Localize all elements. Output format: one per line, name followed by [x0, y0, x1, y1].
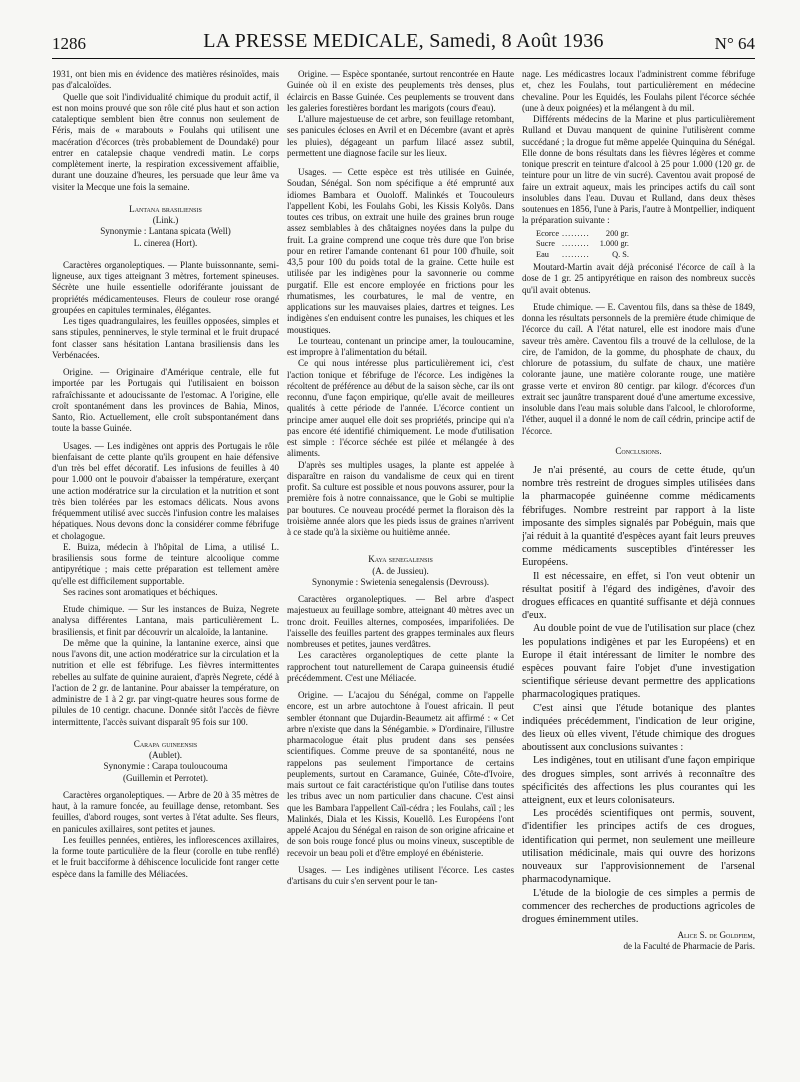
- synonymy: (Guillemin et Perrotet).: [122, 772, 209, 783]
- synonymy: L. cinerea (Hort).: [133, 237, 198, 248]
- paragraph: Etude chimique. — Sur les instances de Buiza, Negrete analysa différentes Lantana, mais particulièrement L. brasiliensis, et finit par découvrir un alcaloïde, la lantanine.: [52, 604, 279, 637]
- paragraph: Usages. — Les indigènes ont appris des Portugais le rôle bienfaisant de cette plante qu'ils groupent en haie défensive d'un très bel effet décoratif. Les infusions de feuilles à 40 pour 1.000 ont le pouvoir d'abaisser la température, exerçant une action modératrice sur la circulation et la nutrition et sont très bien tolérées par les estomacs délicats. Nous avons fréquemment utilisé avec succès l'infusion contre les malaises hépatiques. Nous devons donc la considérer comme fébrifuge et cholagogue.: [52, 440, 279, 541]
- paragraph: L'allure majestueuse de cet arbre, son feuillage retombant, ses panicules écloses en Avril et en Décembre (avant et après les pluies), dégageant un parfum lilacé assez subtil, permettent une diagnose facile sur les lieux.: [287, 114, 514, 158]
- section-title-lantana: Lantana brasiliensis: [129, 203, 202, 214]
- paragraph: 1931, ont bien mis en évidence des matières résinoïdes, mais pas d'alcaloïdes.: [52, 69, 279, 91]
- paragraph: Les caractères organoleptiques de cette plante la rapprochent tout naturellement de Carapa guineensis étudié précédemment. C'est une Méliacée.: [287, 650, 514, 683]
- section-author: (Aublet).: [148, 750, 183, 760]
- paragraph: Le tourteau, contenant un principe amer, la touloucamine, est impropre à l'alimentation du bétail.: [287, 335, 514, 357]
- recipe-qty: 1.000 gr.: [599, 239, 629, 248]
- section-title-kaya: Kaya senegalensis: [368, 554, 433, 565]
- paragraph: Usages. — Les indigènes utilisent l'écorce. Les castes d'artisans du cuir s'en servent pour le tan-: [287, 864, 514, 886]
- paragraph: Différents médecins de la Marine et plus particulièrement Rulland et Duvau manquent de quinine l'utilisèrent comme succédané ; la drogue fut même appelée Quinquina du Sénégal. Elle donne de bons résultats dans les fièvres légères et comme tonique prescrit en teinture d'alcool à 25 pour 1.000 (120 gr. de teinture pour un litre de vin sucré). Caventou avait proposé de faire un extrait aqueux, mais les principes actifs du caïl sont insolubles dans l'eau. Duvau et Rulland, dans deux thèses soutenues en 1856, l'une à Paris, l'autre à Montpellier, indiquent la préparation suivante :: [522, 114, 755, 226]
- paragraph: Il est nécessaire, en effet, si l'on veut obtenir un résultat positif à l'égard des indigènes, d'avoir des drogues efficaces en quantité suffisante et déjà connues d'eux.: [522, 570, 755, 622]
- column-3: [522, 69, 755, 1074]
- section-author: (Link.): [152, 215, 179, 225]
- paragraph: E. Buiza, médecin à l'hôpital de Lima, a utilisé L. brasiliensis sous forme de teinture alcoolique comme antipyrétique ; mais cette préparation est tellement amère qu'elle est difficilement supportable.: [52, 541, 279, 586]
- paragraph: Origine. — L'acajou du Sénégal, comme on l'appelle encore, est un arbre autochtone à l'ouest africain. Il peut sembler étonnant que Dujardin-Beaumetz ait affirmé : « Cet arbre n'existe que dans la Sénégambie. » D'ordinaire, l'illustre pharmacologue était plus prudent dans ses pensées scientifiques. Comme preuve de sa spontanéité, nous ne rappelons pas seulement l'importance de certains peuplements, surtout en Caramance, Guinée, Côte-d'Ivoire, mais surtout ce fait caractéristique qu'on l'utilise dans toutes les tribus avec un nom particulier dans chacune. C'est ainsi que les Bambara l'appellent Caïl-cédra ; les Foulahs, caïl ; les Malinkés, Diala et les Kissis, Kouellô. Les Européens l'ont appelé Acajou du Sénégal en raison de son origine africaine et de son bois rouge foncé plus ou moins vineux, susceptible de recevoir un beau poli et d'être employé en ébénisterie.: [287, 690, 514, 858]
- paragraph: Je n'ai présenté, au cours de cette étude, qu'un nombre très restreint de drogues simples utilisées dans la pharmacopée guinéenne comme médicaments fébrifuges. Nombre restreint par rapport à la liste imposante des simples signalés par Pobéguin, mais que j'ai réduit à la quantité d'espèces ayant fait leurs preuves comme médicaments susceptibles d'intéresser les Européens.: [522, 465, 755, 569]
- paragraph: Les feuilles pennées, entières, les inflorescences axillaires, la forme toute particulière de la fleur (corolle en tube renflé) et le fruit bacciforme à déhiscence loculicide font ranger cette espèce dans la famille des Méliacées.: [52, 834, 279, 879]
- paragraph: Quelle que soit l'individualité chimique du produit actif, il est non moins prouvé que son rôle cité plus haut et son action cataleptique semblent bien être connus non seulement de Féris, mais de « marabouts » Foulahs qui utilisent une macération d'écorces (très probablement de Doundaké) pour entrer en catalepsie chaque vendredi matin. Le corps complètement inerte, la respiration excessivement affaiblie, durant une douzaine d'heures, les persuade que leur âme va visiter la Mecque une fois la semaine.: [52, 91, 279, 192]
- section-title-conclusions: Conclusions.: [615, 445, 662, 456]
- paragraph: Les tiges quadrangulaires, les feuilles opposées, simples et sans stipules, penninerves, le style terminal et le fruit drupacé font classer sans hésitation Lantana brasiliensis dans les Verbénacées.: [52, 316, 279, 360]
- recipe-table: [536, 229, 629, 261]
- page-number: 1286: [52, 34, 86, 53]
- paragraph: Les procédés scientifiques ont permis, souvent, d'identifier les principes actifs de ces drogues, identification qui permet, non seulement une meilleure utilisation médicinale, mais qui ouvre des horizons nouveaux sur l'approvisionnement de l'arsenal pharmacodynamique.: [522, 808, 755, 886]
- paragraph: Au double point de vue de l'utilisation sur place (chez les populations indigènes et par les Européens) et en Europe il était intéressant de limiter le nombre des espèces pouvant faire l'objet d'une investigation scientifique sérieuse devant permettre des applications pharmacologiques pratiques.: [522, 623, 755, 701]
- paragraph: Ce qui nous intéresse plus particulièrement ici, c'est l'action tonique et fébrifuge de l'écorce. Les indigènes la récoltent de préférence au début de la saison sèche, car ils ont reconnu, d'une façon empirique, qu'elle avait de meilleures qualités à cette période de l'année. L'écorce contient un principe amer auquel elle doit ses propriétés, principe qui n'a pas encore été identifié chimiquement. Le mode d'utilisation est simple : l'écorce séchée est pilée et mélangée à des aliments.: [287, 358, 514, 459]
- synonymy: Synonymie : Swietenia senegalensis (Devrouss).: [311, 576, 490, 587]
- recipe-item: Sucre: [536, 239, 555, 248]
- paragraph: D'après ses multiples usages, la plante est appelée à disparaître en raison du vandalisme de ceux qui en tirent profit. Sa culture est possible et nous pouvons assurer, pour la première fois à notre connaissance, que le Gobi se multiplie par boutures. Ce nouveau procédé permet la floraison dès la troisième année alors que les pieds issus de graines n'arrivent à ce stade qu'à la sixième ou huitième année.: [287, 459, 514, 537]
- synonymy: Synonymie : Carapa touloucouma: [103, 761, 228, 772]
- paragraph: Usages. — Cette espèce est très utilisée en Guinée, Soudan, Sénégal. Son nom spécifique a été emprunté aux idiomes Bambara et Ouoloff. Malinkés et Toucouleurs l'appellent Kobi, les Foulahs Gobi, les Kissis Kolyôs. Dans toutes ces tribus, on extrait une huile des graines brun rouge assez semblables à des châtaignes noyées dans la pulpe du fruit. La graine comprend une coque très dure que l'on brise pour en retirer l'amande contenant 61 pour 100 d'huile, soit 43,5 pour 100 du poids total de la graine. Cette huile est utilisée par les indigènes pour la savonnerie ou comme purgatif. Elle est encore employée en frictions pour les rhumatismes, les courbatures, le mal de ventre, en applications sur les mauvaises plaies, dartres et teignes. Les indigènes s'en enduisent contre les punaises, les chiques et les moustiques.: [287, 167, 514, 335]
- synonymy: Synonymie : Lantana spicata (Well): [100, 226, 231, 237]
- author-affiliation: de la Faculté de Pharmacie de Paris.: [623, 941, 755, 952]
- paragraph: Caractères organoleptiques. — Bel arbre d'aspect majestueux au feuillage sombre, atteignant 40 mètres avec un tronc droit. Feuilles alternes, composées, imparifoliées. De l'aisselle des feuilles partent des grappes terminales aux fleurs nombreuses et petites, jaunes verdâtres.: [287, 594, 514, 649]
- paragraph: Caractères organoleptiques. — Arbre de 20 à 35 mètres de haut, à la ramure foncée, au feuillage dense, retombant. Ses feuilles, d'abord rouges, sont vertes à l'état adulte. Ses fleurs, en panicules axillaires, sont petites et jaunes.: [52, 789, 279, 834]
- journal-title: LA PRESSE MEDICALE, Samedi, 8 Août 1936: [203, 30, 604, 52]
- section-title-carapa: Carapa guineensis: [133, 738, 198, 749]
- paragraph: C'est ainsi que l'étude botanique des plantes indiquées précédemment, l'indication de leur origine, des lieux où elles vivent, l'étude chimique des drogues aboutissent aux conclusions suivantes :: [522, 702, 755, 754]
- recipe-qty: Q. S.: [612, 249, 629, 259]
- paragraph: Origine. — Espèce spontanée, surtout rencontrée en Haute Guinée où il en existe des peuplements très denses, plus éclaircis en Basse Guinée. Ces peuplements se trouvent dans les galeries forestières bordant les marigots (cours d'eau).: [287, 69, 514, 113]
- paragraph: Caractères organoleptiques. — Plante buissonnante, semi-ligneuse, aux tiges atteignant 3 mètres, fortement spineuses. Sécrète une huile essentielle odoriférante jouissant de propriétés médicamenteuses. Fleurs de couleur rose orangé groupées en capitules terminales, élégantes.: [52, 259, 279, 315]
- recipe-row: Ecorce ......... 200 gr.: [536, 228, 629, 238]
- section-author: (A. de Jussieu).: [372, 565, 429, 576]
- recipe-row: Eau ......... Q. S.: [536, 249, 629, 259]
- column-2: [287, 69, 514, 1074]
- recipe-qty: 200 gr.: [605, 228, 629, 238]
- column-1: [52, 69, 279, 1074]
- paragraph: De même que la quinine, la lantanine exerce, ainsi que nous l'avons dit, une action modératrice sur la circulation et la nutrition et elle est fébrifuge. Les fièvres intermittentes rebelles au sulfate de quinine auraient, d'après Negrete, cédé à l'action de 2 gr. de lantanine. Pour abaisser la température, on administre de 1 à 2 gr. par vingt-quatre heures sous forme de pilules de 10 centigr. chacune. Donnée sitôt l'accès de fièvre intermittente, l'accès suivant disparaît 95 fois sur 100.: [52, 637, 279, 727]
- paragraph: Ses racines sont aromatiques et béchiques.: [63, 586, 218, 597]
- issue-number: N° 64: [714, 34, 755, 53]
- paragraph: Les indigènes, tout en utilisant d'une façon empirique des drogues simples, sont arrivés à reconnaître des spécificités des affections les plus courantes qui les atteignent, eux et leurs colonisateurs.: [522, 755, 755, 807]
- recipe-item: Ecorce: [536, 228, 560, 238]
- recipe-item: Eau: [536, 249, 549, 259]
- conclusions-body: [522, 464, 755, 926]
- paragraph: Etude chimique. — E. Caventou fils, dans sa thèse de 1849, donna les résultats personnels de la première étude chimique de l'écorce du caïl. A l'état naturel, elle est inodore mais d'une saveur très amère. Caventou fils a trouvé de la cellulose, de la cire, de l'amidon, de la gomme, du phosphate de chaux, du chlorure de potassium, du sulfate de chaux, une matière colorante jaune, une matière colorante rouge, une matière grasse verte et environ 80 centigr. par kilogr. d'écorces d'un extrait sec jaunâtre transparent doué d'une amertume excessive, insoluble dans l'eau mais soluble dans l'alcool, le chloroforme, l'éther, auquel il a donné le nom de caïl cédrin, principe actif de l'écorce.: [522, 301, 755, 436]
- recipe-row: Sucre ......... 1.000 gr.: [536, 239, 629, 248]
- page-header: [52, 28, 755, 59]
- paragraph: Moutard-Martin avait déjà préconisé l'écorce de caïl à la dose de 1 gr. 25 antipyrétique en raison des nombreux succès qu'il avait obtenus.: [522, 262, 755, 295]
- paragraph: Origine. — Originaire d'Amérique centrale, elle fut importée par les Portugais qui l'utilisaient en boisson rafraîchissante et adoucissante de l'estomac. A l'origine, elle croît spontanément dans les provinces de Bahia, Minos, Santo, Rio. Actuellement, elle croît subspontanément dans toute la basse Guinée.: [52, 367, 279, 434]
- paragraph: L'étude de la biologie de ces simples a permis de commencer des recherches de productions agricoles de drogues éminemment utiles.: [522, 887, 755, 925]
- author-signature: Alice S. de Goldfiem,: [677, 930, 755, 941]
- paragraph: nage. Les médicastres locaux l'administrent comme fébrifuge et, chez les Foulahs, tout particulièrement en médecine chevaline. Pour les Equidés, les Foulahs pilent l'écorce séchée (une à deux poignées) et la mélangent à du mil.: [522, 69, 755, 113]
